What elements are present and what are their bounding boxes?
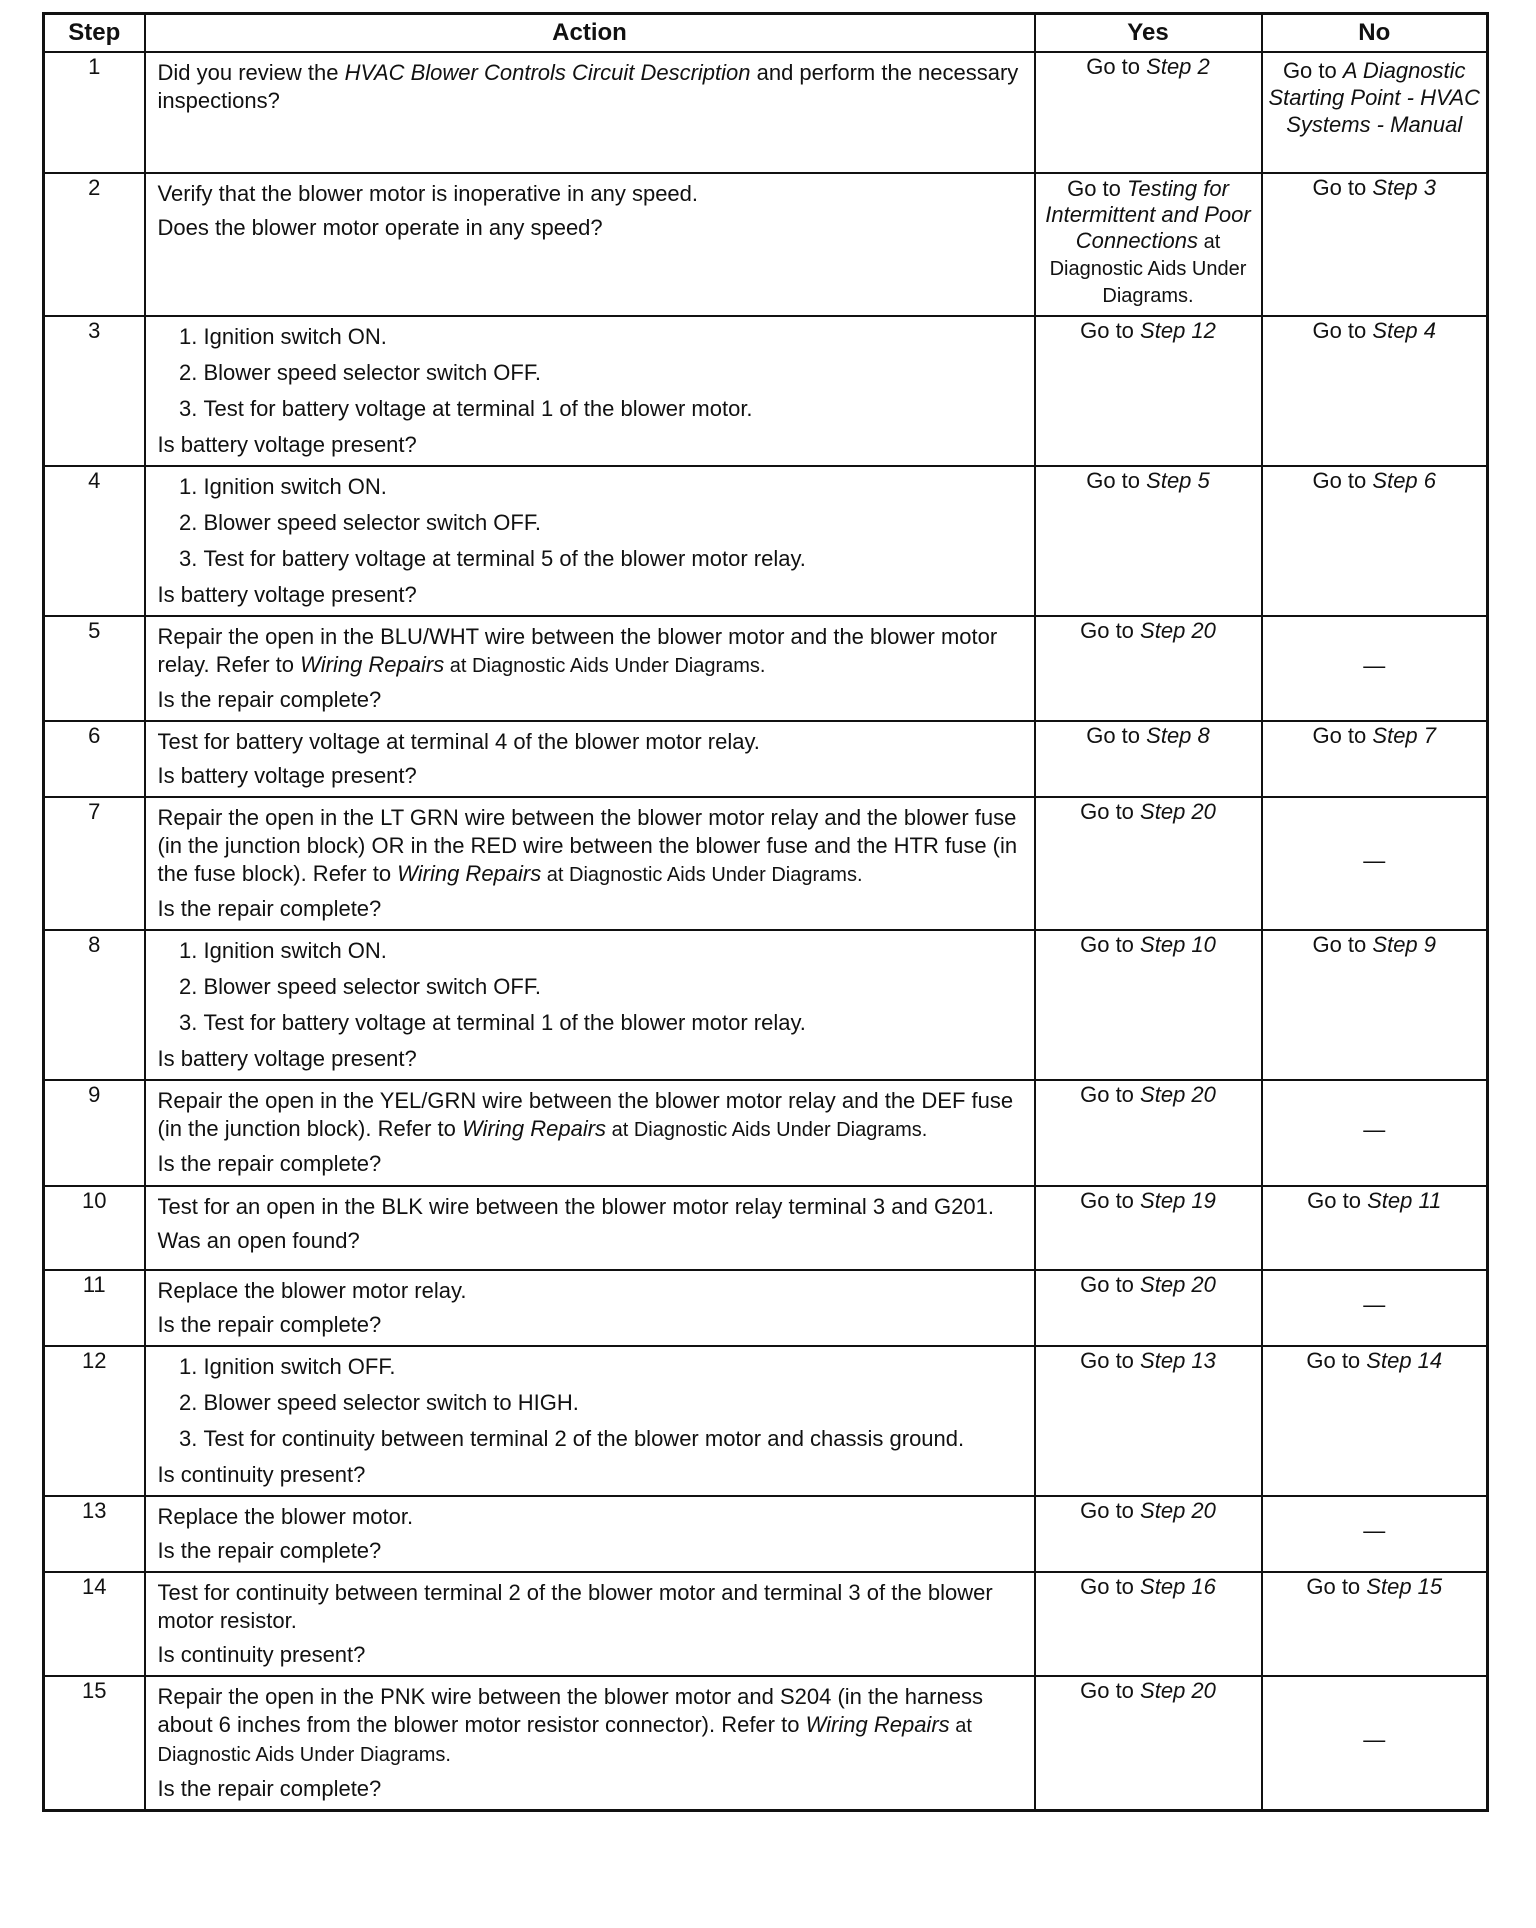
action-cell [145, 466, 1035, 616]
no-cell [1262, 1186, 1488, 1270]
action-reference-location: at Diagnostic Aids Under Diagrams. [444, 655, 766, 677]
action-question: Is continuity present? [157, 1642, 366, 1667]
yes-cell [1035, 466, 1262, 616]
step-number: 2 [44, 173, 145, 316]
yes-step-link[interactable]: Step 20 [1140, 1498, 1216, 1523]
action-reference-location: at Diagnostic Aids Under Diagrams. [157, 1715, 972, 1766]
action-list [158, 323, 1024, 423]
table-row [44, 316, 1488, 466]
go-to-label: Go to [1080, 318, 1134, 343]
table-row [44, 52, 1488, 173]
yes-cell [1035, 1080, 1262, 1186]
action-list [158, 1353, 1024, 1453]
yes-step-link[interactable]: Step 19 [1140, 1188, 1216, 1213]
no-cell-empty: — [1262, 1496, 1488, 1572]
yes-step-link[interactable]: Step 20 [1140, 618, 1216, 643]
action-text: Did you review the [157, 60, 345, 85]
go-to-label: Go to [1080, 799, 1134, 824]
step-number: 11 [44, 1270, 145, 1346]
step-number: 4 [44, 466, 145, 616]
action-text: Repair the open in the LT GRN wire between the blower motor relay and the blower fuse (in the junction block) OR in the RED wire between the blower fuse and the HTR fuse (in the fuse block). Refer to [157, 805, 1018, 886]
action-cell [145, 1676, 1035, 1811]
go-to-label: Go to [1080, 1678, 1134, 1703]
no-step-link[interactable]: Step 11 [1367, 1188, 1442, 1213]
yes-step-link[interactable]: Step 5 [1146, 468, 1210, 493]
action-list-item: 1. Ignition switch ON. [204, 473, 1024, 501]
go-to-label: Go to [1080, 1082, 1134, 1107]
action-cell [145, 52, 1035, 173]
step-number: 6 [44, 721, 145, 797]
yes-cell [1035, 616, 1262, 721]
no-cell [1262, 173, 1488, 316]
go-to-label: Go to [1080, 1498, 1134, 1523]
action-question: Was an open found? [157, 1228, 360, 1253]
action-question: Is battery voltage present? [157, 1046, 417, 1071]
table-row [44, 616, 1488, 721]
action-question: Is the repair complete? [157, 1776, 382, 1801]
action-text: Repair the open in the BLU/WHT wire between the blower motor and the blower motor relay. Refer to [157, 624, 998, 677]
go-to-label: Go to [1312, 932, 1367, 957]
step-number: 10 [44, 1186, 145, 1270]
action-question: Is the repair complete? [157, 1312, 382, 1337]
table-row [44, 1496, 1488, 1572]
yes-step-link[interactable]: Step 20 [1140, 1272, 1216, 1297]
yes-cell [1035, 721, 1262, 797]
action-list [158, 937, 1024, 1037]
action-text: Verify that the blower motor is inoperative in any speed. [157, 181, 699, 206]
go-to-label: Go to [1067, 176, 1127, 201]
yes-step-link[interactable]: Step 10 [1140, 932, 1216, 957]
action-list-item: 1. Ignition switch ON. [204, 937, 1024, 965]
yes-cell [1035, 1572, 1262, 1676]
no-step-link[interactable]: Step 7 [1372, 723, 1437, 748]
table-row [44, 1676, 1488, 1811]
action-reference-location: at Diagnostic Aids Under Diagrams. [541, 864, 863, 886]
action-text: Test for an open in the BLK wire between the blower motor relay terminal 3 and G201. [157, 1194, 994, 1219]
go-to-label: Go to [1312, 175, 1367, 200]
action-list-item: 3. Test for battery voltage at terminal 1 of the blower motor. [204, 395, 1024, 423]
go-to-label: Go to [1086, 468, 1141, 493]
yes-cell [1035, 1346, 1262, 1496]
yes-reference-link[interactable]: Testing for Intermittent and Poor Connections [1045, 176, 1251, 253]
yes-step-link[interactable]: Step 20 [1140, 1678, 1216, 1703]
yes-step-link[interactable]: Step 20 [1140, 799, 1216, 824]
action-reference-link[interactable]: Wiring Repairs [805, 1712, 950, 1737]
go-to-label: Go to [1080, 1574, 1134, 1599]
go-to-label: Go to [1312, 468, 1367, 493]
header-step: Step [44, 14, 145, 53]
no-step-link[interactable]: Step 15 [1366, 1574, 1443, 1599]
yes-cell [1035, 316, 1262, 466]
action-list-item: 3. Test for battery voltage at terminal 1 of the blower motor relay. [204, 1009, 1024, 1037]
action-cell [145, 797, 1035, 930]
no-cell-empty: — [1262, 1270, 1488, 1346]
yes-cell [1035, 1496, 1262, 1572]
go-to-label: Go to [1080, 1188, 1134, 1213]
table-row [44, 930, 1488, 1080]
step-number: 9 [44, 1080, 145, 1186]
no-cell [1262, 930, 1488, 1080]
action-list [158, 473, 1024, 573]
action-list-item: 3. Test for continuity between terminal 2 of the blower motor and chassis ground. [204, 1425, 1024, 1453]
action-question: Is continuity present? [157, 1462, 366, 1487]
header-yes: Yes [1035, 14, 1262, 53]
action-list-item: 2. Blower speed selector switch OFF. [204, 509, 1024, 537]
step-number: 7 [44, 797, 145, 930]
action-text: Repair the open in the PNK wire between the blower motor and S204 (in the harness about 6 inches from the blower motor resistor connector). Refer to [157, 1684, 983, 1737]
table-row [44, 721, 1488, 797]
no-step-link[interactable]: Step 9 [1372, 932, 1437, 957]
action-reference-link[interactable]: Wiring Repairs [300, 652, 445, 677]
table-row [44, 1080, 1488, 1186]
yes-step-link[interactable]: Step 16 [1140, 1574, 1216, 1599]
action-text: Replace the blower motor. [157, 1504, 414, 1529]
no-step-link[interactable]: Step 6 [1372, 468, 1437, 493]
action-reference-location: at Diagnostic Aids Under Diagrams. [606, 1119, 928, 1141]
no-cell-empty: — [1262, 1080, 1488, 1186]
no-cell [1262, 316, 1488, 466]
action-question: Is battery voltage present? [157, 763, 417, 788]
yes-step-link[interactable]: Step 13 [1140, 1348, 1216, 1373]
yes-cell [1035, 1270, 1262, 1346]
yes-cell [1035, 1186, 1262, 1270]
step-number: 13 [44, 1496, 145, 1572]
go-to-label: Go to [1307, 1188, 1361, 1213]
step-number: 8 [44, 930, 145, 1080]
action-cell [145, 930, 1035, 1080]
step-number: 15 [44, 1676, 145, 1811]
action-cell [145, 721, 1035, 797]
diagnostic-table [42, 12, 1489, 1812]
action-text: and perform the necessary inspections? [157, 60, 1019, 113]
header-no: No [1262, 14, 1488, 53]
table-header-row [44, 14, 1488, 53]
no-step-link[interactable]: Step 14 [1366, 1348, 1443, 1373]
action-cell [145, 316, 1035, 466]
step-number: 3 [44, 316, 145, 466]
action-question: Is battery voltage present? [157, 582, 417, 607]
no-step-link[interactable]: Step 4 [1372, 318, 1437, 343]
action-reference-link[interactable]: Wiring Repairs [397, 861, 542, 886]
go-to-label: Go to [1080, 1348, 1134, 1373]
action-cell [145, 1572, 1035, 1676]
table-row [44, 466, 1488, 616]
no-cell [1262, 466, 1488, 616]
action-list-item: 2. Blower speed selector switch to HIGH. [204, 1389, 1024, 1417]
no-step-link[interactable]: Step 3 [1372, 175, 1437, 200]
go-to-label: Go to [1312, 318, 1367, 343]
no-cell [1262, 721, 1488, 797]
action-cell [145, 1080, 1035, 1186]
no-cell-empty: — [1262, 616, 1488, 721]
action-reference: HVAC Blower Controls Circuit Description [344, 60, 751, 85]
no-reference-link[interactable]: A Diagnostic Starting Point - HVAC Systems - Manual [1268, 58, 1481, 137]
action-text: Test for battery voltage at terminal 4 of the blower motor relay. [157, 729, 760, 754]
table-row [44, 173, 1488, 316]
yes-step-link[interactable]: Step 2 [1146, 54, 1210, 79]
yes-step-link[interactable]: Step 12 [1140, 318, 1216, 343]
go-to-label: Go to [1282, 58, 1343, 83]
yes-cell [1035, 52, 1262, 173]
action-reference-link[interactable]: Wiring Repairs [461, 1116, 607, 1141]
table-row [44, 797, 1488, 930]
yes-cell [1035, 797, 1262, 930]
action-cell [145, 1186, 1035, 1270]
go-to-label: Go to [1086, 723, 1141, 748]
table-row [44, 1572, 1488, 1676]
yes-cell [1035, 930, 1262, 1080]
yes-cell [1035, 1676, 1262, 1811]
action-list-item: 2. Blower speed selector switch OFF. [204, 359, 1024, 387]
action-question: Is battery voltage present? [157, 432, 417, 457]
no-cell-empty: — [1262, 797, 1488, 930]
action-text: Replace the blower motor relay. [157, 1278, 467, 1303]
no-cell [1262, 1572, 1488, 1676]
go-to-label: Go to [1306, 1348, 1361, 1373]
step-number: 5 [44, 616, 145, 721]
diagnostic-table-page [42, 12, 1486, 1812]
step-number: 12 [44, 1346, 145, 1496]
action-list-item: 1. Ignition switch OFF. [204, 1353, 1024, 1381]
go-to-label: Go to [1306, 1574, 1361, 1599]
yes-step-link[interactable]: Step 20 [1140, 1082, 1216, 1107]
go-to-label: Go to [1312, 723, 1367, 748]
yes-step-link[interactable]: Step 8 [1146, 723, 1210, 748]
no-cell-empty: — [1262, 1676, 1488, 1811]
go-to-label: Go to [1080, 932, 1134, 957]
action-list-item: 3. Test for battery voltage at terminal 5 of the blower motor relay. [204, 545, 1024, 573]
action-list-item: 1. Ignition switch ON. [204, 323, 1024, 351]
action-question: Is the repair complete? [157, 1538, 382, 1563]
yes-reference-location: at Diagnostic Aids Under Diagrams. [1049, 231, 1247, 307]
action-question: Is the repair complete? [157, 1151, 382, 1176]
action-cell [145, 1346, 1035, 1496]
go-to-label: Go to [1080, 1272, 1134, 1297]
go-to-label: Go to [1086, 54, 1141, 79]
action-text: Repair the open in the YEL/GRN wire between the blower motor relay and the DEF fuse (in the junction block). Refer to [157, 1088, 1014, 1141]
action-cell [145, 616, 1035, 721]
action-question: Does the blower motor operate in any speed? [157, 215, 603, 240]
header-action: Action [145, 14, 1035, 53]
action-cell [145, 1270, 1035, 1346]
action-cell [145, 173, 1035, 316]
step-number: 14 [44, 1572, 145, 1676]
no-cell [1262, 1346, 1488, 1496]
action-text: Test for continuity between terminal 2 of the blower motor and terminal 3 of the blower motor resistor. [157, 1580, 993, 1633]
action-question: Is the repair complete? [157, 687, 382, 712]
no-cell [1262, 52, 1488, 173]
action-list-item: 2. Blower speed selector switch OFF. [204, 973, 1024, 1001]
action-question: Is the repair complete? [157, 896, 382, 921]
step-number: 1 [44, 52, 145, 173]
table-row [44, 1270, 1488, 1346]
yes-cell [1035, 173, 1262, 316]
action-cell [145, 1496, 1035, 1572]
table-row [44, 1346, 1488, 1496]
go-to-label: Go to [1080, 618, 1134, 643]
table-row [44, 1186, 1488, 1270]
